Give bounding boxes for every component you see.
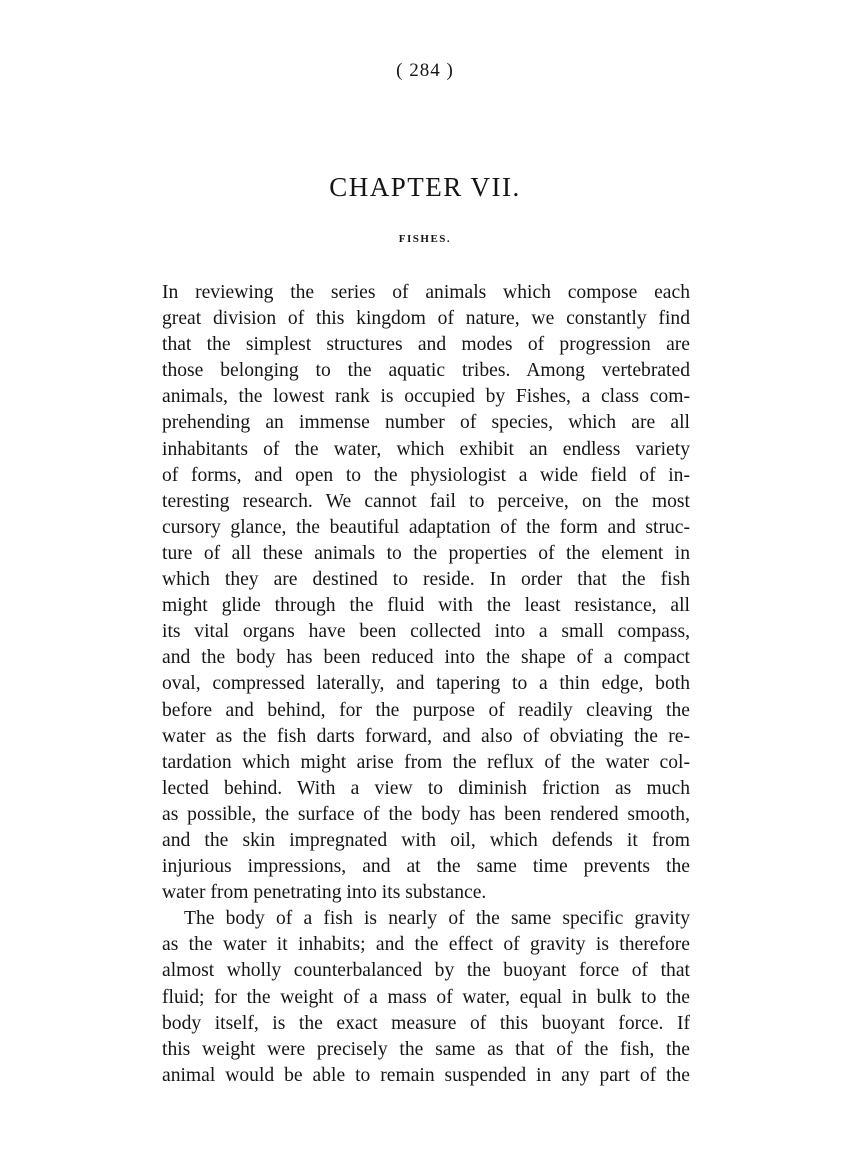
text-line: In reviewing the series of animals which compose each bbox=[162, 282, 690, 303]
text-line: and the body has been reduced into the shape of a compact bbox=[162, 647, 690, 669]
text-line: that the simplest structures and modes of progression are bbox=[162, 334, 690, 356]
text-line: water as the fish darts forward, and also of obviating the re- bbox=[162, 725, 690, 747]
text-line: injurious impressions, and at the same time prevents the bbox=[162, 856, 690, 878]
paragraph bbox=[162, 280, 690, 906]
text-line: The body of a fish is nearly of the same specific gravity bbox=[184, 908, 690, 930]
text-line: which they are destined to reside. In order that the fish bbox=[162, 569, 690, 591]
text-line: cursory glance, the beautiful adaptation of the form and struc- bbox=[162, 516, 690, 538]
text-line: animal would be able to remain suspended in any part of the bbox=[162, 1064, 690, 1086]
text-line: its vital organs have been collected into a small compass, bbox=[162, 621, 690, 643]
text-line: fluid; for the weight of a mass of water, equal in bulk to the bbox=[162, 986, 690, 1008]
text-line: lected behind. With a view to diminish friction as much bbox=[162, 777, 690, 799]
text-line: animals, the lowest rank is occupied by Fishes, a class com- bbox=[162, 386, 690, 408]
body-text bbox=[162, 280, 690, 1089]
text-line: and the skin impregnated with oil, which defends it from bbox=[162, 829, 690, 851]
text-line: of forms, and open to the physiologist a wide field of in- bbox=[162, 464, 690, 486]
text-line: prehending an immense number of species, which are all bbox=[162, 412, 690, 434]
paragraph bbox=[162, 906, 690, 1089]
chapter-subtitle: FISHES. bbox=[398, 233, 452, 245]
text-line: as the water it inhabits; and the effect of gravity is therefore bbox=[162, 934, 690, 956]
text-line: tardation which might arise from the reflux of the water col- bbox=[162, 751, 690, 773]
text-line: teresting research. We cannot fail to perceive, on the most bbox=[162, 490, 690, 512]
text-line: water from penetrating into its substance. bbox=[162, 882, 487, 904]
text-line: as possible, the surface of the body has been rendered smooth, bbox=[162, 803, 690, 825]
text-line: almost wholly counterbalanced by the buoyant force of that bbox=[162, 960, 690, 982]
text-line: ture of all these animals to the properties of the element in bbox=[162, 542, 690, 564]
text-line: inhabitants of the water, which exhibit an endless variety bbox=[162, 438, 690, 460]
chapter-title: CHAPTER VII. bbox=[329, 172, 521, 202]
text-line: before and behind, for the purpose of readily cleaving the bbox=[162, 699, 690, 721]
text-line: might glide through the fluid with the least resistance, all bbox=[162, 595, 690, 617]
page-number: ( 284 ) bbox=[396, 60, 454, 81]
text-line: this weight were precisely the same as that of the fish, the bbox=[162, 1038, 690, 1060]
text-line: body itself, is the exact measure of this buoyant force. If bbox=[162, 1012, 690, 1034]
text-line: oval, compressed laterally, and tapering to a thin edge, both bbox=[162, 673, 690, 695]
text-line: those belonging to the aquatic tribes. Among vertebrated bbox=[162, 360, 690, 382]
text-line: great division of this kingdom of nature, we constantly find bbox=[162, 308, 690, 330]
